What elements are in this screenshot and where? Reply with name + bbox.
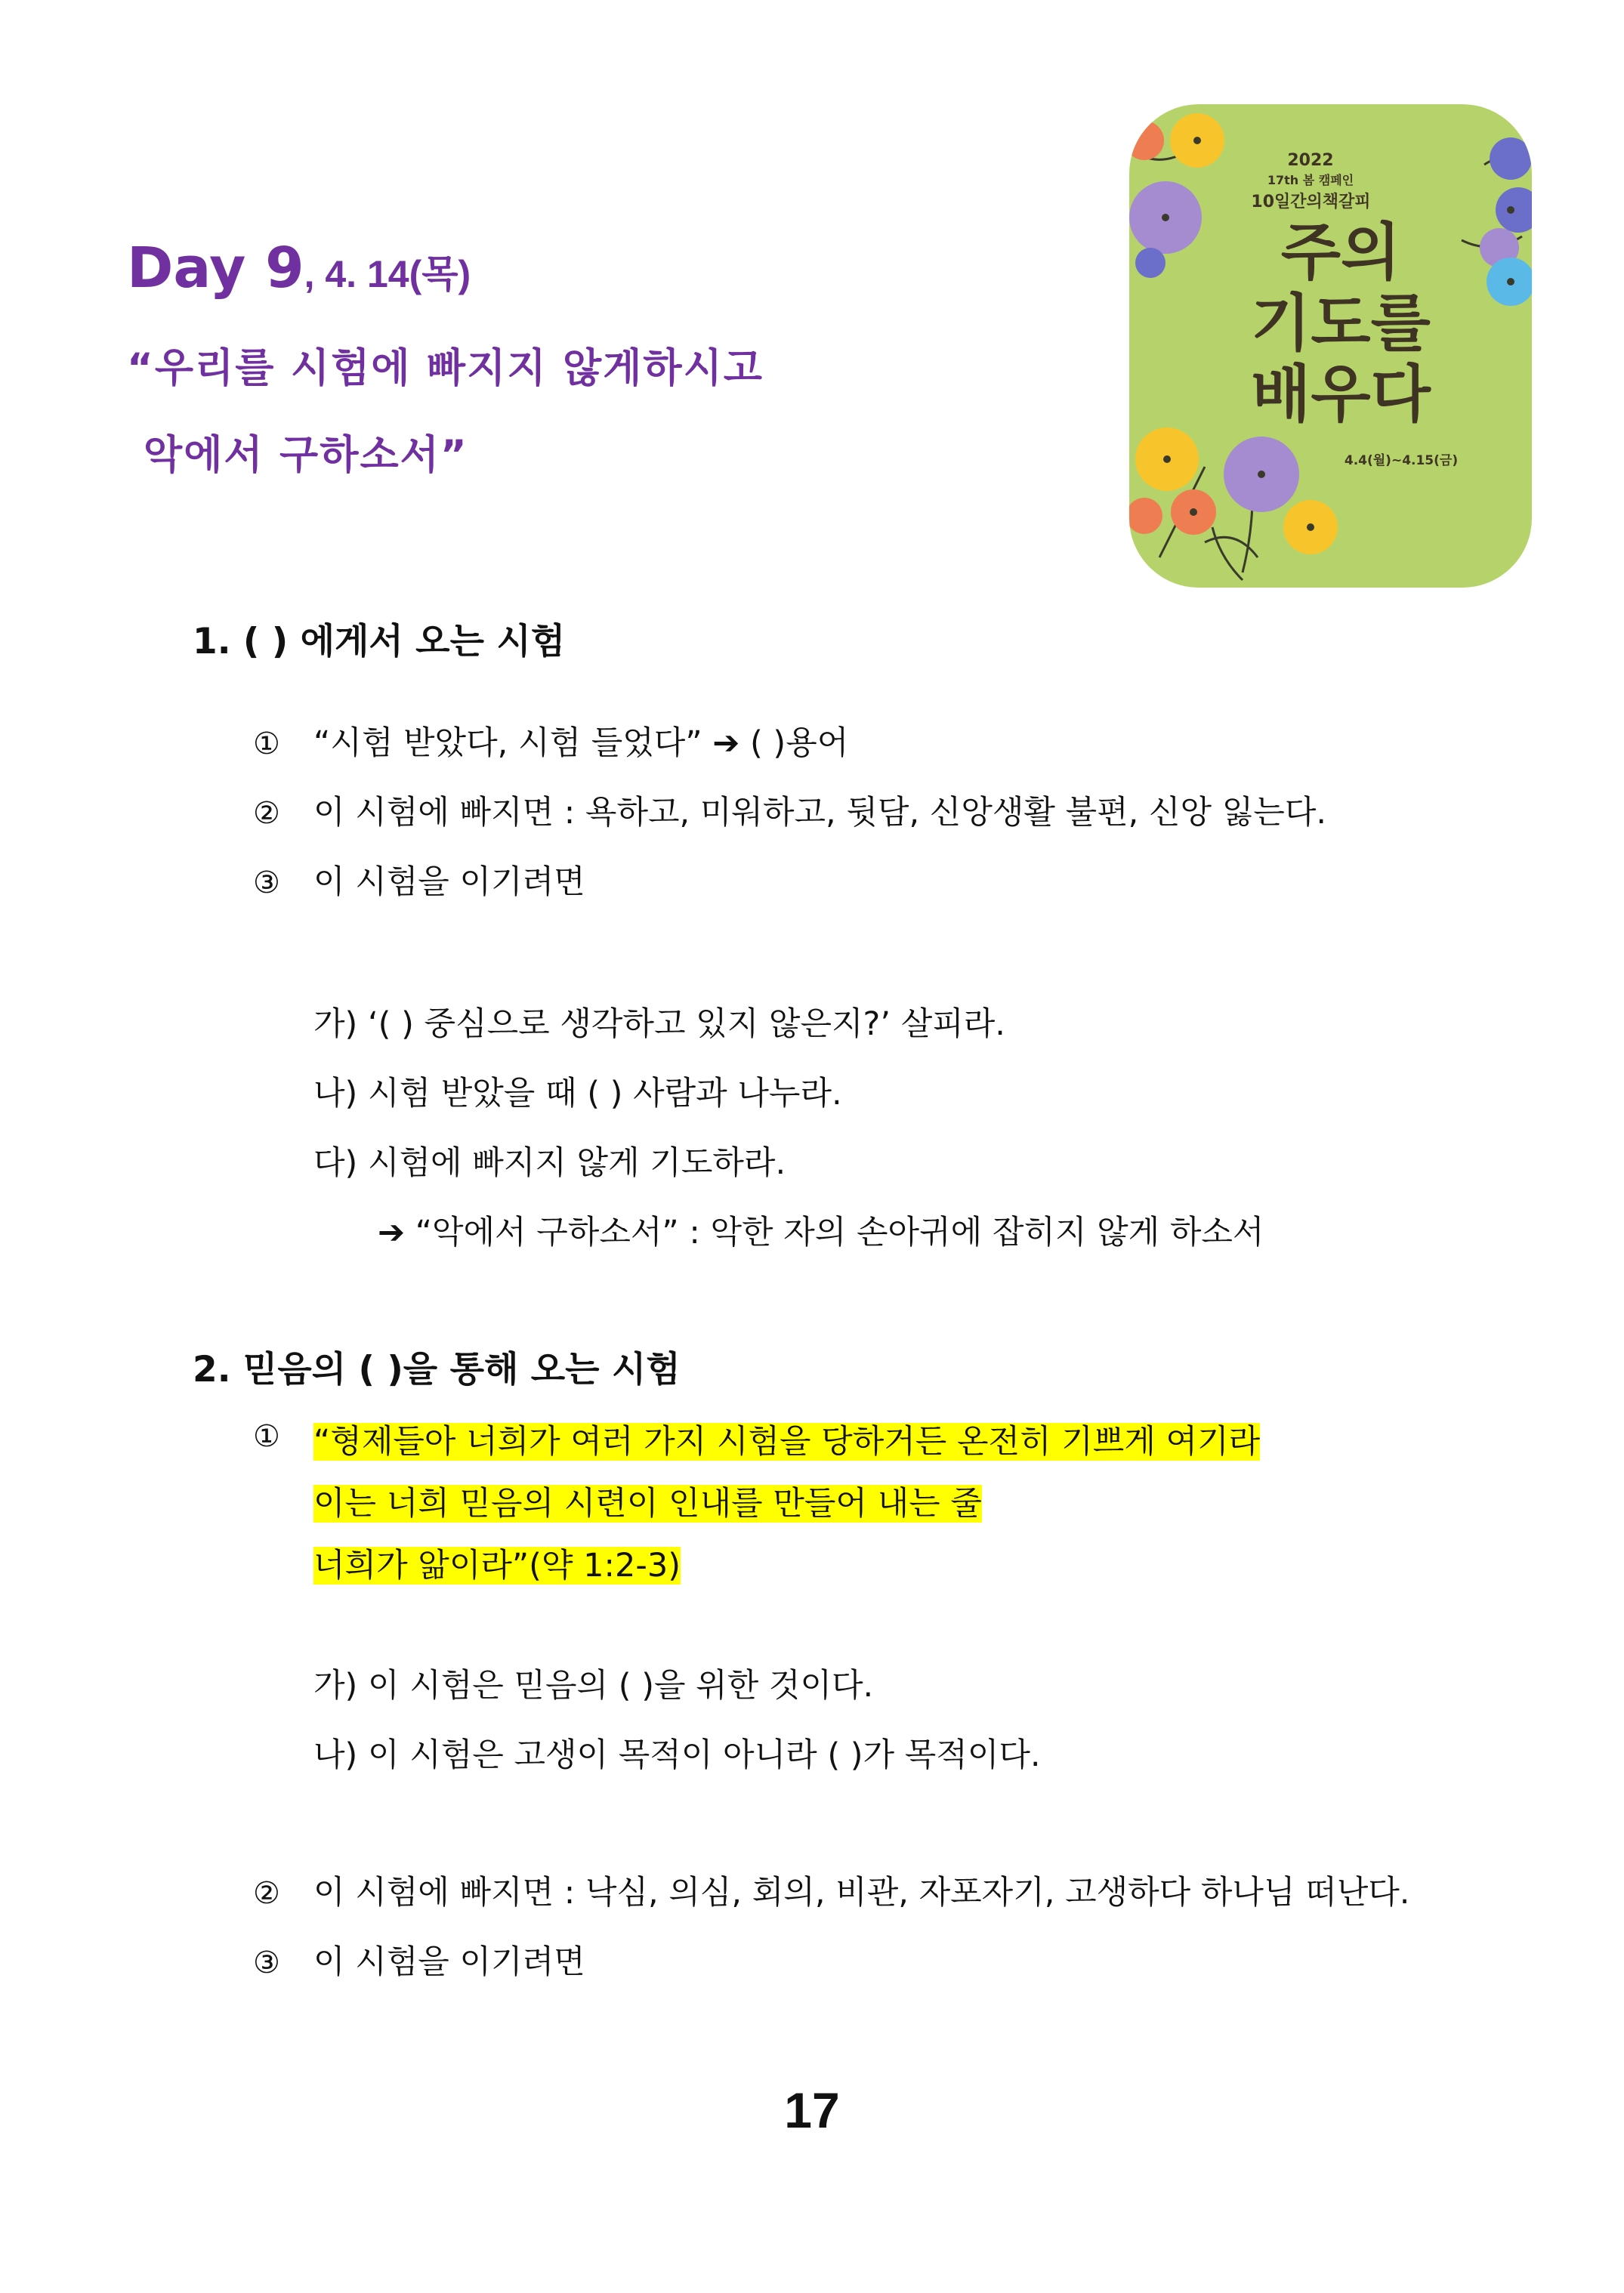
campaign-poster <box>1129 104 1532 588</box>
day-date: , 4. 14(목) <box>304 253 471 295</box>
section1-subitem-ga: 가) ‘( ) 중심으로 생각하고 있지 않은지?’ 살피라. <box>313 1005 1005 1043</box>
section2-subitem-na: 나) 이 시험은 고생이 목적이 아니라 ( )가 목적이다. <box>313 1736 1041 1774</box>
item-text: 이 시험을 이기려면 <box>313 863 585 901</box>
scripture-quote <box>313 1411 1260 1597</box>
item-number: ① <box>253 727 280 761</box>
section1-heading: 1. ( ) 에게서 오는 시험 <box>193 621 566 662</box>
item-text: 이 시험에 빠지면 : 낙심, 의심, 회의, 비관, 자포자기, 고생하다 하나님 떠난다. <box>313 1874 1410 1912</box>
poster-title-line1: 주의 <box>1280 217 1401 289</box>
section1-item-1 <box>253 718 848 764</box>
section2-item-3 <box>253 1937 585 1983</box>
item-number: ② <box>253 1876 280 1911</box>
section2-item-2 <box>253 1867 1409 1913</box>
page-number: 17 <box>784 2082 840 2138</box>
poster-year: 2022 <box>1287 151 1334 170</box>
item-number: ③ <box>253 1946 280 1980</box>
day-title <box>127 236 471 301</box>
section1-item-3 <box>253 856 585 903</box>
day-label: Day 9 <box>127 236 304 301</box>
section1-subitem-na: 나) 시험 받았을 때 ( ) 사람과 나누라. <box>313 1075 842 1113</box>
quote-line-1: “형제들아 너희가 여러 가지 시험을 당하거든 온전히 기쁘게 여기라 <box>313 1423 1261 1461</box>
item-text: “시험 받았다, 시험 들었다” ➔ ( )용어 <box>313 724 849 762</box>
quote-line-2: 이는 너희 믿음의 시련이 인내를 만들어 내는 줄 <box>313 1485 982 1523</box>
item-number: ① <box>253 1419 280 1454</box>
poster-title <box>1243 218 1439 431</box>
poster-handwritten: 10일간의책갈피 <box>1251 193 1371 211</box>
section1-item-2 <box>253 787 1326 833</box>
item-text: 이 시험을 이기려면 <box>313 1943 585 1981</box>
item-text: 이 시험에 빠지면 : 욕하고, 미워하고, 뒷담, 신앙생활 불편, 신앙 잃는다. <box>313 794 1327 832</box>
section1-arrow-line: ➔ “악에서 구하소서” : 악한 자의 손아귀에 잡히지 않게 하소서 <box>378 1214 1264 1251</box>
verse-title-line2: 악에서 구하소서” <box>144 432 468 478</box>
poster-title-line2: 기도를 <box>1251 288 1431 360</box>
section2-heading: 2. 믿음의 ( )을 통해 오는 시험 <box>193 1349 681 1390</box>
section1-subitem-da: 다) 시험에 빠지지 않게 기도하라. <box>313 1144 786 1182</box>
item-number: ③ <box>253 866 280 900</box>
verse-title-line1: “우리를 시험에 빠지지 않게하시고 <box>127 345 764 391</box>
poster-title-line3: 배우다 <box>1251 359 1431 431</box>
section2-quote-number <box>253 1417 313 1455</box>
section2-subitem-ga: 가) 이 시험은 믿음의 ( )을 위한 것이다. <box>313 1667 874 1705</box>
item-number: ② <box>253 796 280 831</box>
quote-line-3: 너희가 앎이라”(약 1:2-3) <box>313 1547 681 1585</box>
poster-subtitle: 17th 봄 캠페인 <box>1267 173 1354 187</box>
poster-dates: 4.4(월)~4.15(금) <box>1344 453 1459 468</box>
